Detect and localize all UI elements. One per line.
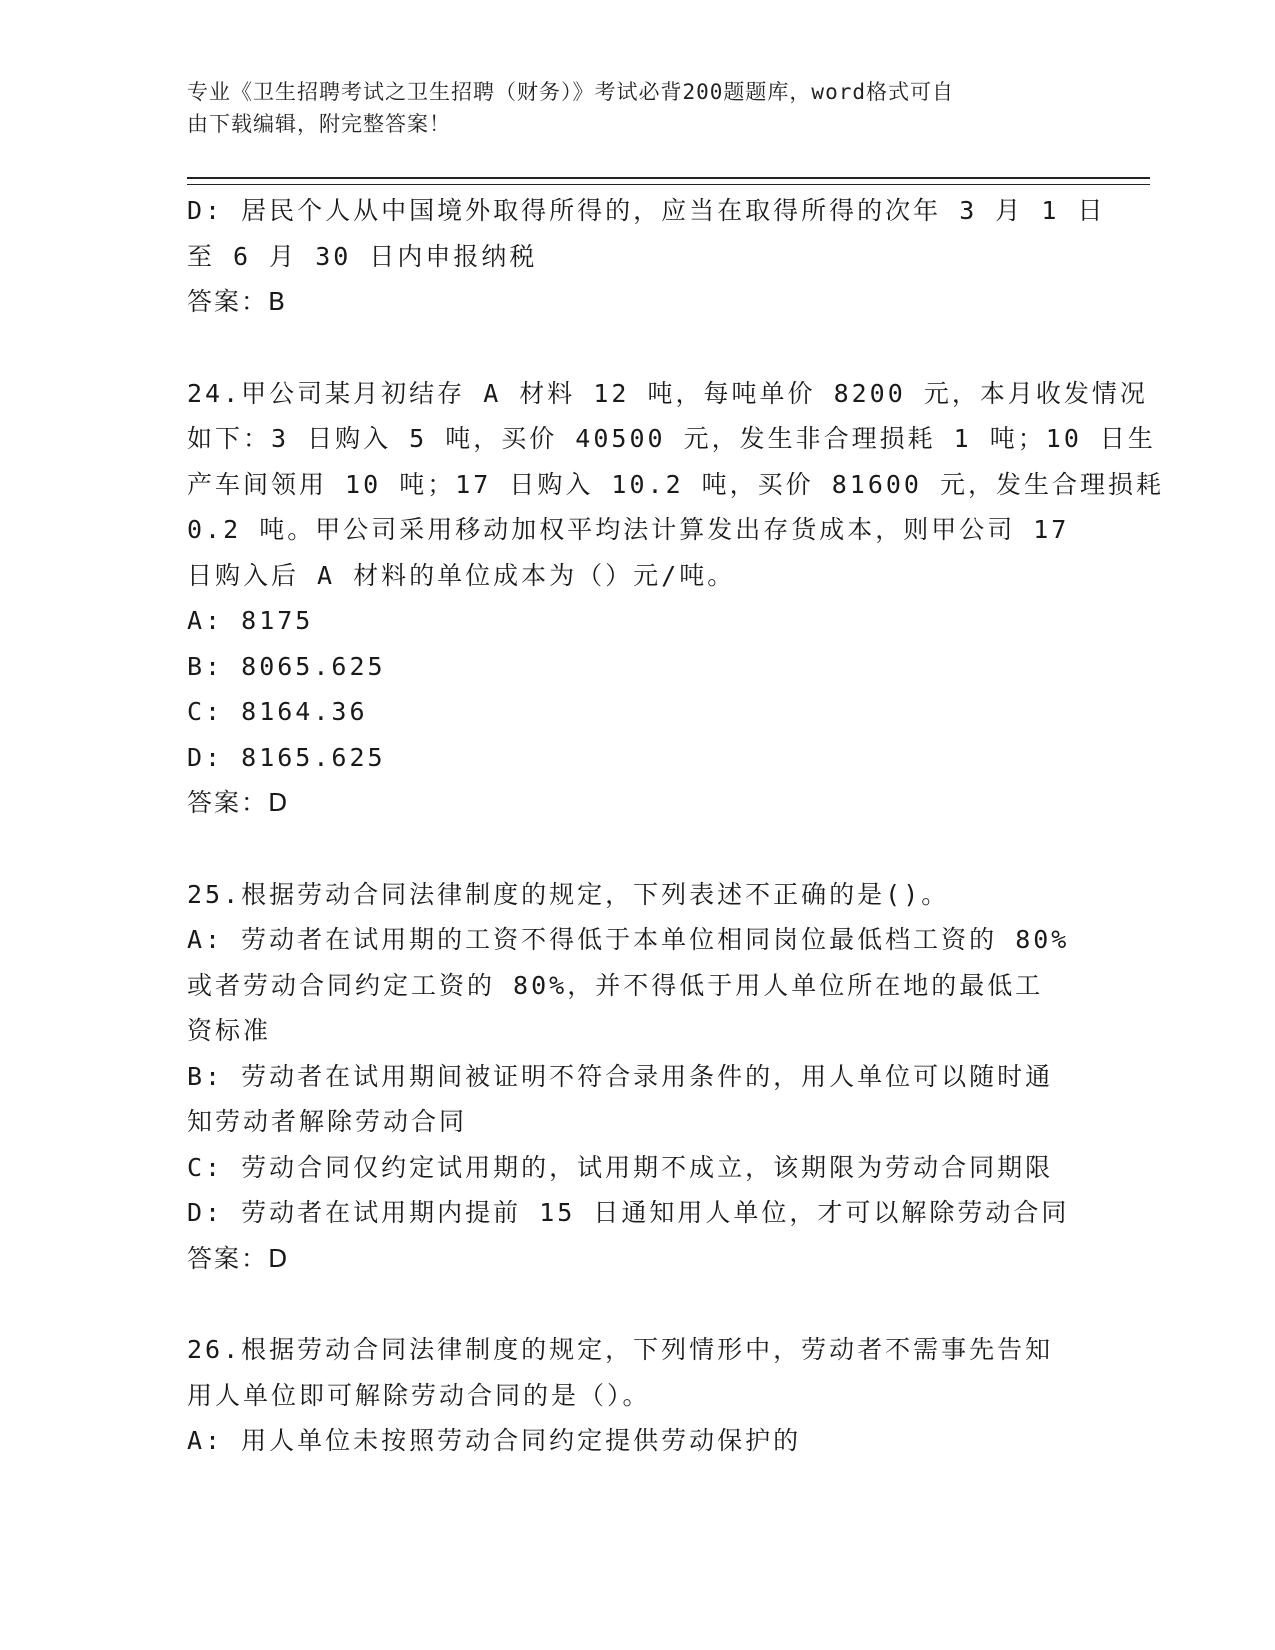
question-text: 用人单位即可解除劳动合同的是（）。 — [187, 1380, 651, 1410]
answer-line: 答案：D — [187, 1243, 290, 1273]
question-block-continued — [187, 188, 1106, 325]
header-line: 专业《卫生招聘考试之卫生招聘（财务）》考试必背200题题库，word格式可自 — [187, 80, 954, 104]
option-c: C: 劳动合同仅约定试用期的，试用期不成立，该期限为劳动合同期限 — [187, 1152, 1054, 1182]
header-divider — [187, 177, 1150, 185]
option-a-continued: 或者劳动合同约定工资的 80%，并不得低于用人单位所在地的最低工 — [187, 970, 1044, 1000]
question-block-25 — [187, 872, 1087, 1282]
option-b-continued: 知劳动者解除劳动合同 — [187, 1107, 468, 1136]
question-block-26 — [187, 1327, 1087, 1464]
option-d: D: 劳动者在试用期内提前 15 日通知用人单位，才可以解除劳动合同 — [187, 1198, 1070, 1227]
option-b: B: 劳动者在试用期间被证明不符合录用条件的，用人单位可以随时通 — [187, 1061, 1054, 1091]
option-d: D: 8165.625 — [187, 742, 386, 772]
question-text: 24.甲公司某月初结存 A 材料 12 吨，每吨单价 8200 元，本月收发情况 — [187, 378, 1148, 408]
option-b: B: 8065.625 — [187, 651, 386, 681]
spacer — [187, 826, 1087, 872]
option-c: C: 8164.36 — [187, 697, 368, 726]
option-a: A: 8175 — [187, 606, 314, 635]
document-body — [187, 188, 1165, 1464]
question-text: 26.根据劳动合同法律制度的规定，下列情形中，劳动者不需事先告知 — [187, 1335, 1054, 1364]
spacer — [187, 325, 1087, 371]
option-line: 至 6 月 30 日内申报纳税 — [187, 241, 538, 271]
question-text: 25.根据劳动合同法律制度的规定，下列表述不正确的是()。 — [187, 879, 950, 909]
option-a-continued: 资标准 — [187, 1016, 272, 1045]
header-line: 由下载编辑，附完整答案！ — [187, 112, 451, 136]
question-text: 日购入后 A 材料的单位成本为（）元/吨。 — [187, 560, 736, 590]
question-block-24 — [187, 371, 1165, 826]
answer-line: 答案：D — [187, 788, 290, 817]
option-line: D: 居民个人从中国境外取得所得的，应当在取得所得的次年 3 月 1 日 — [187, 196, 1106, 225]
question-text: 产车间领用 10 吨；17 日购入 10.2 吨，买价 81600 元，发生合理损耗 — [187, 469, 1165, 499]
option-a: A: 用人单位未按照劳动合同约定提供劳动保护的 — [187, 1426, 802, 1455]
option-a: A: 劳动者在试用期的工资不得低于本单位相同岗位最低档工资的 80% — [187, 925, 1070, 954]
answer-line: 答案：B — [187, 287, 288, 316]
question-text: 0.2 吨。甲公司采用移动加权平均法计算发出存货成本，则甲公司 17 — [187, 515, 1070, 544]
spacer — [187, 1281, 1087, 1327]
page-header — [187, 76, 1087, 140]
question-text: 如下：3 日购入 5 吨，买价 40500 元，发生非合理损耗 1 吨；10 日生 — [187, 424, 1156, 453]
